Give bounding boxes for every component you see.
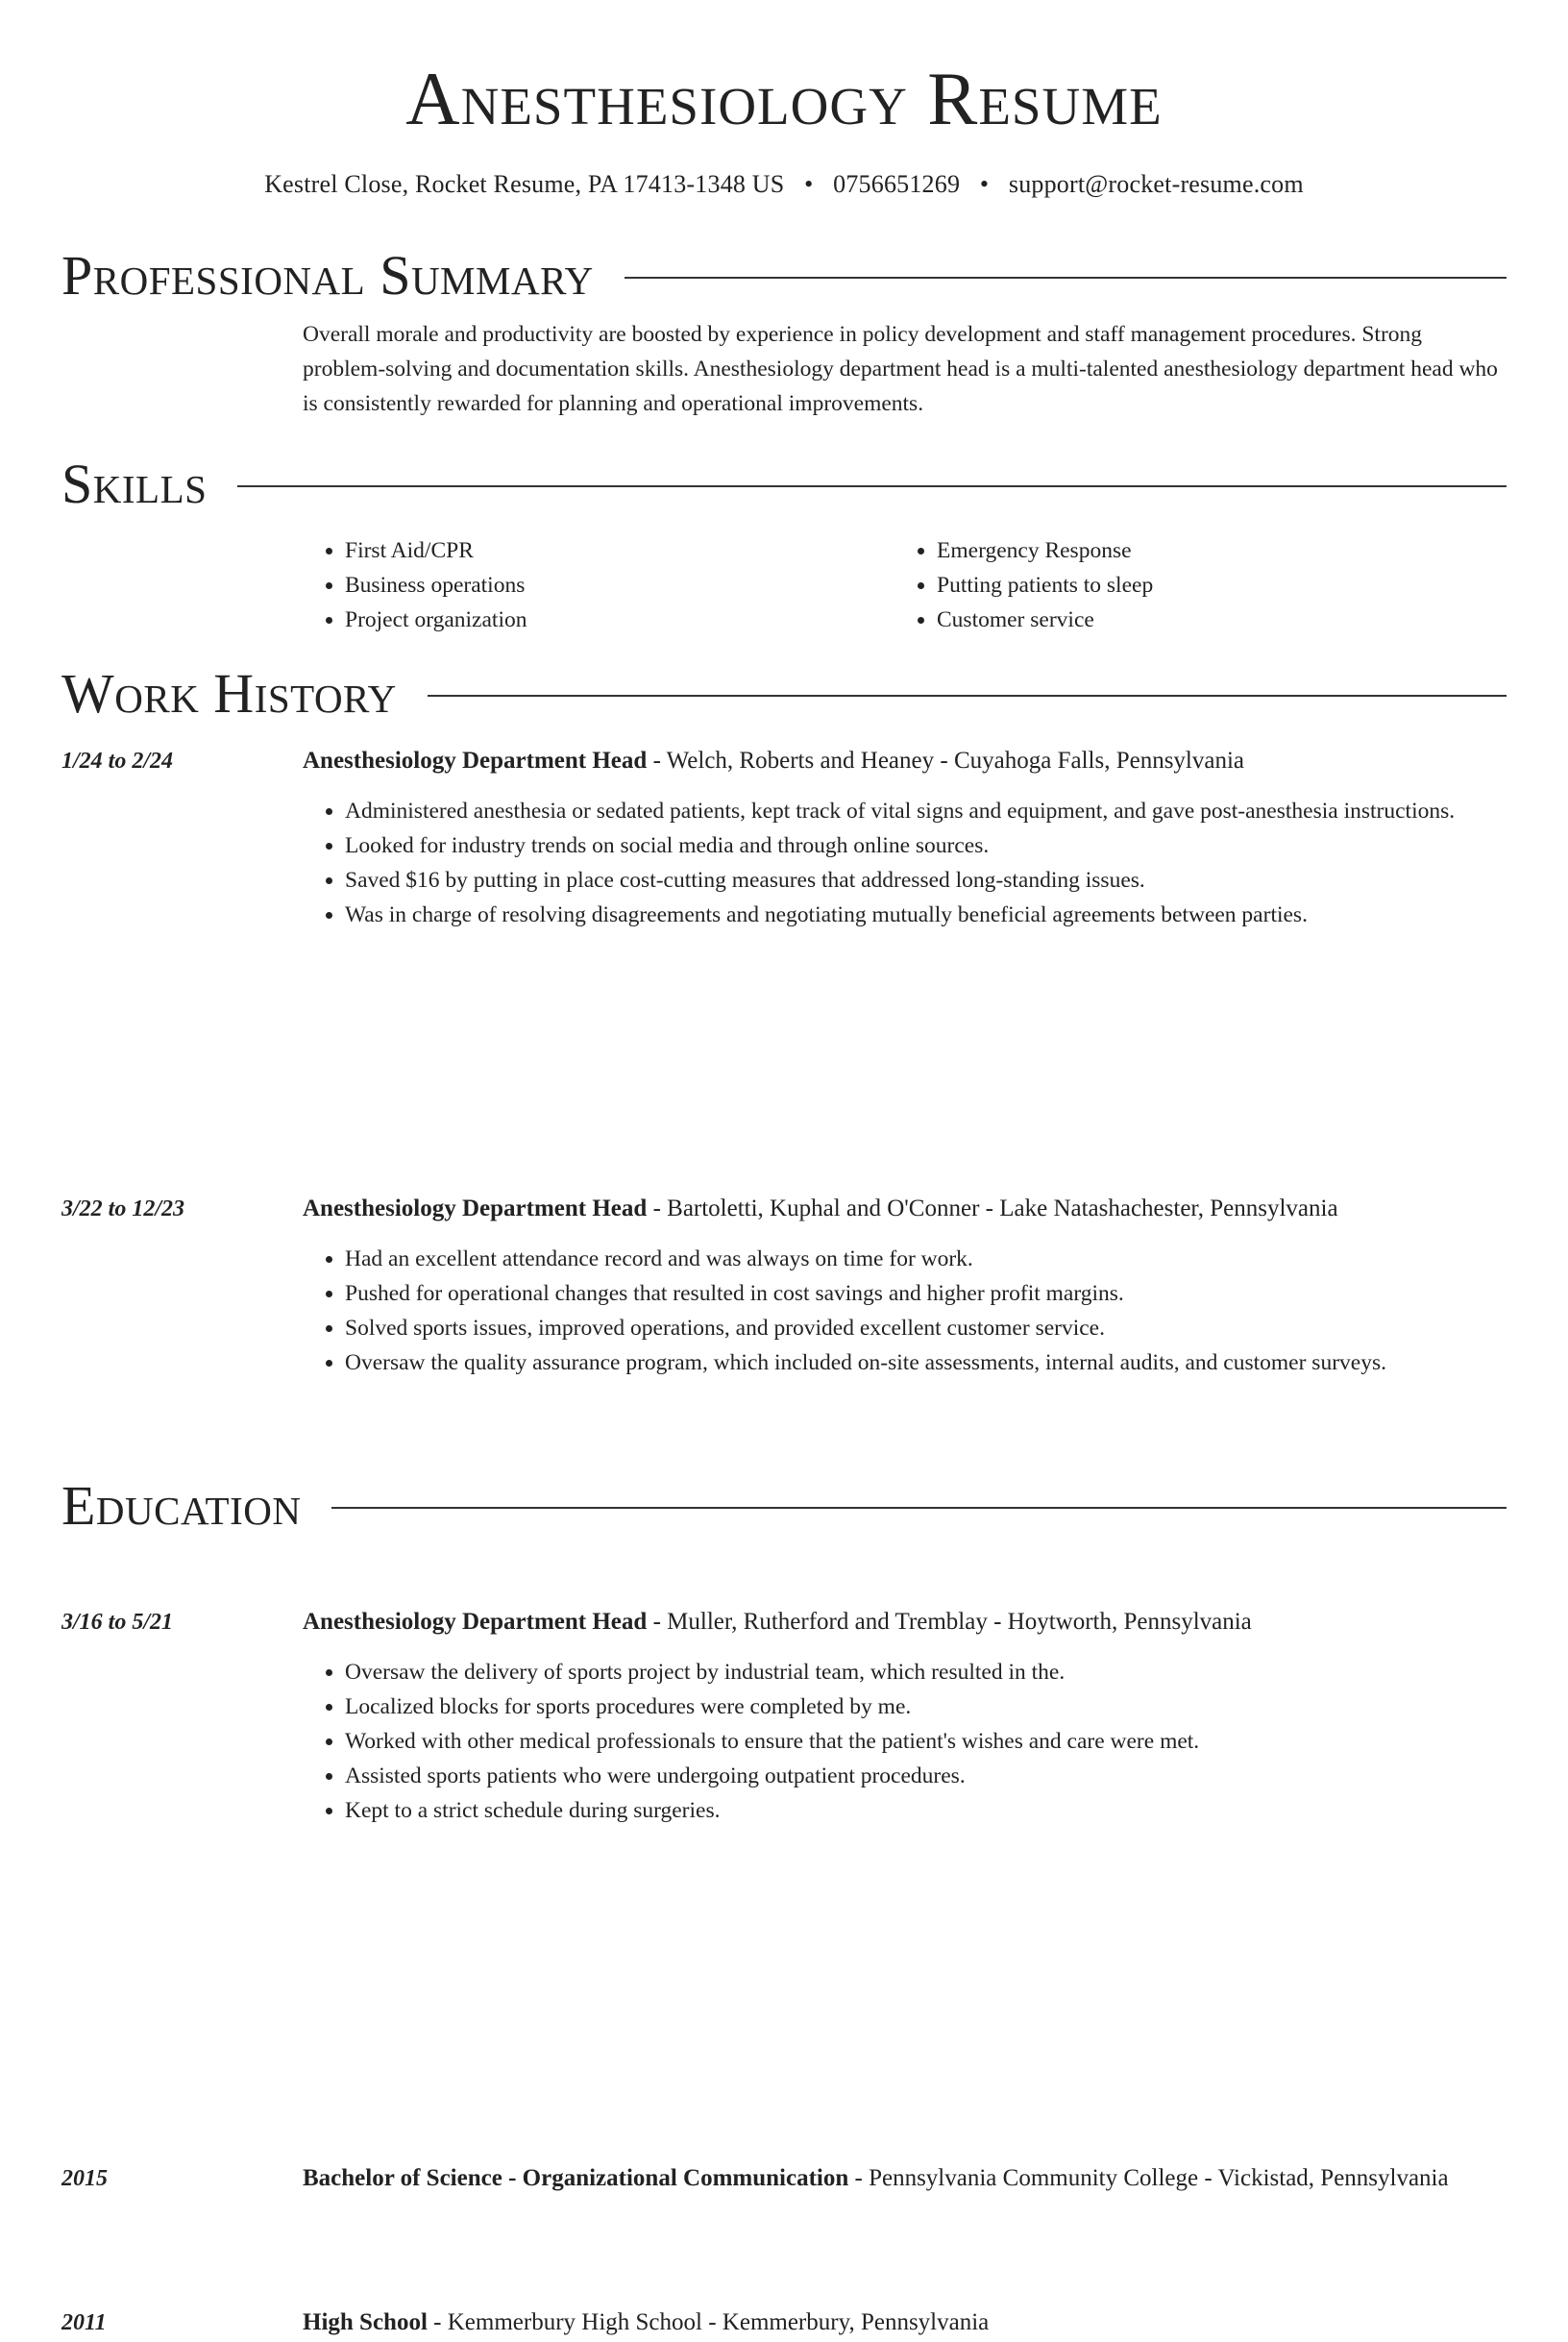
job-bullet: • Worked with other medical professionals to ensure that the patient's wishes and care were met. (345, 1724, 1507, 1759)
job-employer: - Muller, Rutherford and Tremblay - Hoytworth, Pennsylvania (647, 1609, 1252, 1635)
job-entry (61, 742, 1507, 932)
skill-item: • Emergency Response (937, 533, 1486, 568)
skills-header (61, 451, 1507, 518)
job-bullet: • Pushed for operational changes that resulted in cost savings and higher profit margins. (345, 1276, 1507, 1311)
job-title: Anesthesiology Department Head (303, 748, 648, 774)
contact-separator: • (979, 170, 990, 198)
work-history-header (61, 660, 1507, 727)
education-degree: Bachelor of Science - Organizational Communication (303, 2165, 849, 2191)
job-header (303, 742, 1507, 780)
skills-column-left (303, 533, 894, 637)
contact-line (61, 165, 1507, 204)
job-entry (61, 1190, 1507, 1380)
job-bullet: • Oversaw the quality assurance program, which included on-site assessments, internal audits, and customer surveys. (345, 1345, 1507, 1380)
education-year: 2015 (61, 2166, 108, 2191)
skill-item: • Putting patients to sleep (937, 568, 1486, 603)
skills-column-right (894, 533, 1486, 637)
work-history-section (61, 660, 1507, 727)
skills-heading: Skills (61, 453, 208, 515)
job-bullets (303, 1242, 1507, 1380)
contact-email: support@rocket-resume.com (1008, 170, 1304, 198)
summary-section (61, 242, 1507, 421)
job-employer: - Bartoletti, Kuphal and O'Conner - Lake Natashachester, Pennsylvania (647, 1196, 1338, 1221)
education-heading: Education (61, 1474, 302, 1537)
skill-item: • Customer service (937, 603, 1486, 637)
job-title: Anesthesiology Department Head (303, 1196, 648, 1221)
job-bullet: • Administered anesthesia or sedated patients, kept track of vital signs and equipment, and gave post-anesthesia instructions. (345, 794, 1507, 828)
job-dates: 1/24 to 2/24 (61, 749, 174, 774)
education-entry (61, 2304, 1507, 2342)
job-entry (61, 1603, 1507, 1828)
job-bullet: • Had an excellent attendance record and was always on time for work. (345, 1242, 1507, 1276)
job-employer: - Welch, Roberts and Heaney - Cuyahoga Falls, Pennsylvania (647, 748, 1245, 774)
summary-heading: Professional Summary (61, 244, 594, 307)
job-title: Anesthesiology Department Head (303, 1609, 648, 1635)
education-header (61, 1472, 1507, 1540)
section-divider (237, 485, 1507, 487)
job-header (303, 1603, 1507, 1641)
job-bullets (303, 1655, 1507, 1828)
job-bullet: • Localized blocks for sports procedures were completed by me. (345, 1689, 1507, 1724)
education-school: - Kemmerbury High School - Kemmerbury, Pennsylvania (427, 2309, 990, 2335)
job-bullet: • Assisted sports patients who were undergoing outpatient procedures. (345, 1759, 1507, 1793)
resume-title: Anesthesiology Resume (405, 57, 1163, 140)
job-bullet: • Saved $16 by putting in place cost-cutting measures that addressed long-standing issues. (345, 863, 1507, 898)
work-history-heading: Work History (61, 662, 397, 725)
contact-separator: • (804, 170, 814, 198)
job-bullet: • Oversaw the delivery of sports project by industrial team, which resulted in the. (345, 1655, 1507, 1689)
job-bullet: • Kept to a strict schedule during surgeries. (345, 1793, 1507, 1828)
contact-phone: 0756651269 (833, 170, 961, 198)
section-divider (331, 1507, 1507, 1509)
education-degree: High School (303, 2309, 428, 2335)
job-bullet: • Looked for industry trends on social media and through online sources. (345, 828, 1507, 863)
education-year: 2011 (61, 2310, 107, 2335)
summary-text: Overall morale and productivity are boosted by experience in policy development and staff management procedures. Strong problem-solving and documentation skills. Anesthesiology department head is a multi-talented anesthesiology department head who is consistently rewarded for planning and operational improvements. (303, 322, 1498, 416)
job-dates: 3/22 to 12/23 (61, 1196, 185, 1221)
resume-page (61, 0, 1507, 2335)
contact-address: Kestrel Close, Rocket Resume, PA 17413-1348 US (264, 170, 785, 198)
education-entry (61, 2159, 1507, 2198)
education-header (303, 2304, 1507, 2342)
job-dates: 3/16 to 5/21 (61, 1610, 174, 1635)
job-bullet: • Was in charge of resolving disagreements and negotiating mutually beneficial agreements between parties. (345, 898, 1507, 932)
skills-section (61, 451, 1507, 637)
skill-item: • Business operations (345, 568, 894, 603)
skill-item: • Project organization (345, 603, 894, 637)
job-header (303, 1190, 1507, 1228)
education-school: - Pennsylvania Community College - Vickistad, Pennsylvania (848, 2165, 1449, 2191)
skills-list (303, 518, 1507, 637)
summary-body (303, 309, 1507, 421)
section-divider (428, 695, 1507, 697)
section-divider (625, 277, 1507, 279)
education-header (303, 2159, 1507, 2198)
skill-item: • First Aid/CPR (345, 533, 894, 568)
education-section (61, 1472, 1507, 1540)
summary-header (61, 242, 1507, 309)
job-bullet: • Solved sports issues, improved operations, and provided excellent customer service. (345, 1311, 1507, 1345)
job-bullets (303, 794, 1507, 932)
